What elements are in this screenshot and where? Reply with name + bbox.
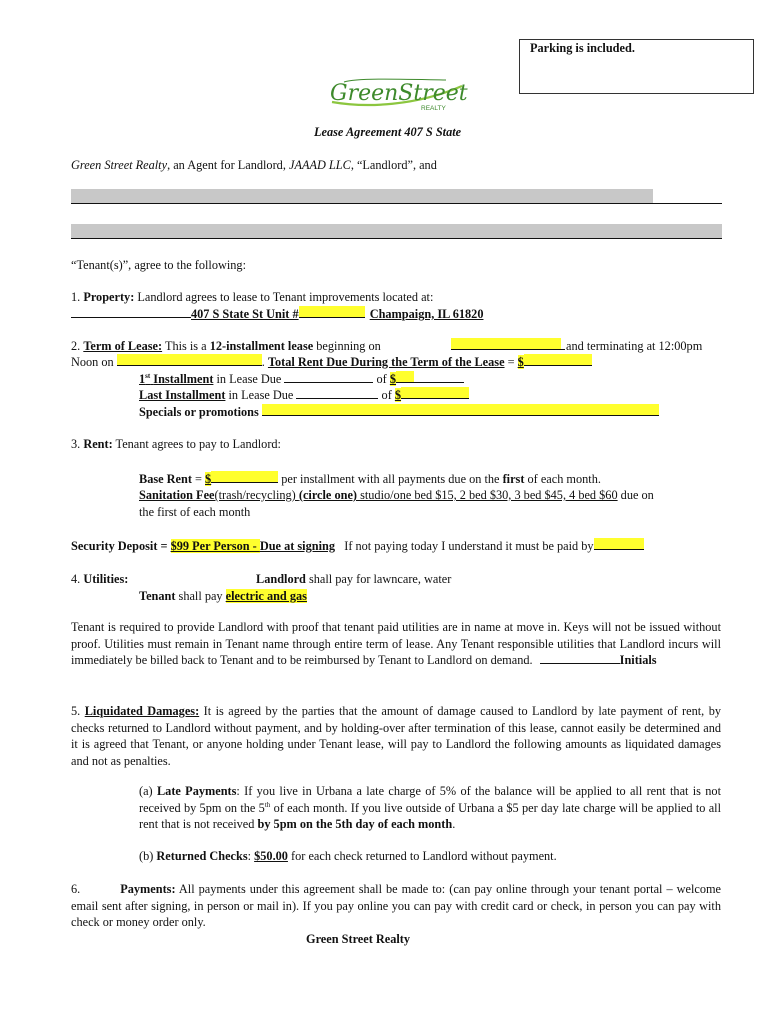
late-payments-item: (a) Late Payments: If you live in Urbana a late charge of 5% of the balance will be applied to all rent that is not received by 5pm on the 5th of each month. If you live outside of Urbana a $5 per day late charge will be applied to all rent that is not received by 5pm on the 5th day of each month.: [139, 784, 721, 832]
total-rent-label: Total Rent Due During the Term of the Lease: [267, 355, 505, 369]
security-deposit-due: Due at signing: [259, 539, 335, 553]
security-deposit-label: Security Deposit =: [71, 539, 171, 553]
base-rent-label: Base Rent: [139, 472, 192, 486]
circle-one-label: (circle one): [298, 488, 357, 502]
intro-line: [71, 157, 437, 174]
property-city: Champaign, IL 61820: [369, 307, 484, 321]
deposit-paid-by-field[interactable]: [594, 538, 644, 550]
tenant-names-field-2[interactable]: [71, 224, 722, 238]
returned-checks-amount: $50.00: [254, 849, 288, 863]
tenant-utilities-line: Tenant shall pay electric and gas: [139, 589, 307, 603]
term-end-text: and terminating at 12:00pm: [566, 339, 703, 353]
last-installment-amount-field[interactable]: [401, 387, 469, 399]
property-address-line: [71, 306, 483, 323]
landlord-utilities-line: [256, 571, 451, 588]
base-rent-field[interactable]: [211, 471, 278, 483]
tenants-agree-line: “Tenant(s)”, agree to the following:: [71, 258, 246, 272]
security-deposit-tail: If not paying today I understand it must be paid by: [344, 539, 594, 553]
total-rent-dollar: $: [517, 355, 524, 369]
tenant-utilities-label: Tenant: [139, 589, 176, 603]
section-6-heading: Payments:: [120, 882, 176, 896]
lease-start-date-field[interactable]: [451, 338, 561, 350]
parking-note-box: [519, 39, 754, 94]
specials-label: Specials or promotions: [139, 405, 262, 419]
section-6-payments: [71, 881, 721, 931]
lease-end-date-field[interactable]: [117, 354, 262, 366]
section-2-heading: Term of Lease:: [83, 339, 163, 353]
section-1-text: Landlord agrees to lease to Tenant improvements located at:: [137, 290, 434, 304]
section-2-term: [71, 338, 381, 355]
late-payments-heading: Late Payments: [156, 784, 237, 798]
tenant-utilities-value: electric and gas: [225, 589, 307, 603]
payee-name: Green Street Realty: [306, 932, 411, 946]
section-2-number: 2.: [71, 339, 81, 353]
first-installment-label: Installment: [153, 372, 214, 386]
first-installment-number: 1: [139, 372, 146, 386]
section-5-text: It is agreed by the parties that the amount of damage caused to Landlord by late payment of rent, by checks returned to Landlord without payment, and by holding-over after termination of this lease, cannot easily be determined and it is agreed that Tenant, or anyone holding under Tenant lease, will pay to Landlord the following amounts as liquidated damages and not as penalties.: [71, 704, 722, 768]
initials-label: Initials: [619, 653, 657, 668]
utilities-paragraph: [71, 619, 721, 669]
returned-checks-label: (b): [139, 849, 154, 863]
intro-mid: , an Agent for Landlord,: [167, 158, 289, 172]
total-rent-field[interactable]: [524, 354, 592, 366]
last-installment-line: Last Installment in Lease Due of $: [139, 387, 469, 404]
specials-field[interactable]: [262, 404, 659, 416]
section-1-heading: Property:: [83, 290, 135, 304]
tenant-names-field-1[interactable]: [71, 189, 722, 203]
property-address: 407 S State St Unit #: [191, 307, 299, 321]
section-1-number: 1.: [71, 290, 81, 304]
section-4-number: 4.: [71, 572, 81, 586]
first-installment-due-field[interactable]: [284, 371, 373, 383]
noon-on-label: Noon on: [71, 355, 117, 369]
parking-note: Parking is included.: [530, 41, 635, 55]
base-rent-dollar: $: [205, 472, 212, 486]
section-6-number: 6.: [71, 882, 81, 896]
section-3-number: 3.: [71, 437, 81, 451]
section-5-number: 5.: [71, 704, 81, 718]
security-deposit-line: [71, 538, 644, 555]
base-rent-line: Base Rent = $ per installment with all payments due on the first of each month.: [139, 472, 601, 486]
security-deposit-amount: $99 Per Person -: [170, 539, 260, 553]
section-5-liquidated-damages: [71, 703, 721, 769]
first-installment-amount-field[interactable]: [396, 371, 414, 383]
section-4-utilities: [71, 571, 128, 588]
sanitation-fee-line: Sanitation Fee(trash/recycling) (circle one) studio/one bed $15, 2 bed $30, 3 bed $45, 4 bed $60 due on: [139, 488, 654, 502]
late-payments-label: (a): [139, 784, 153, 798]
initials-field[interactable]: [540, 652, 620, 664]
landlord-utilities-text: shall pay for lawncare, water: [305, 572, 452, 586]
section-2-text-b: beginning on: [313, 339, 381, 353]
first-word: first: [502, 472, 525, 486]
returned-checks-item: (b) Returned Checks: $50.00 for each check returned to Landlord without payment.: [139, 849, 557, 863]
first-installment-dollar: $: [389, 372, 397, 386]
green-street-logo: [326, 76, 471, 116]
section-2-text-a: This is a: [164, 339, 210, 353]
document-title: Lease Agreement 407 S State: [314, 125, 462, 139]
sanitation-fee-label: Sanitation Fee: [139, 488, 215, 502]
first-installment-sup: st: [145, 372, 151, 380]
utilities-paragraph-text: Tenant is required to provide Landlord with proof that tenant paid utilities are in name at move in. Keys will not be issued without proof. Utilities must remain in Tenant name through entire term of lease. Any Tenant responsible utilities that Landlord incurs will immediately be billed back to Tenant and to be reimbursed by Tenant to Landlord on demand.: [71, 620, 721, 668]
agent-name: Green Street Realty: [71, 158, 168, 172]
logo-swoosh-icon: [326, 76, 471, 116]
logo-sub-text: REALTY: [421, 105, 446, 112]
section-6-text: All payments under this agreement shall be made to: (can pay online through your tenant portal – welcome email sent after signing, in person or mail in). If you pay online you can pay with credit card or check, in person you can pay with check or money order only.: [71, 882, 721, 930]
noon-on-line: Noon on . Total Rent Due During the Term of the Lease = $: [71, 354, 592, 371]
returned-checks-heading: Returned Checks: [156, 849, 248, 863]
section-5-heading: Liquidated Damages:: [84, 704, 200, 718]
specials-line: [139, 404, 659, 421]
intro-tail: , “Landlord”, and: [350, 158, 437, 172]
landlord-utilities-label: Landlord: [256, 572, 306, 586]
last-installment-label: Last Installment: [139, 388, 226, 402]
section-3-heading: Rent:: [83, 437, 113, 451]
section-3-text: Tenant agrees to pay to Landlord:: [115, 437, 281, 451]
first-installment-line: 1st Installment in Lease Due of $: [139, 371, 464, 388]
logo-brand-text: GreenStreet: [330, 81, 468, 106]
sanitation-fee-line-2: the first of each month: [139, 505, 251, 519]
installment-count: 12-installment lease: [209, 339, 314, 353]
section-3-rent: [71, 436, 281, 453]
landlord-name: JAAAD LLC: [288, 158, 351, 172]
late-payments-deadline: by 5pm on the 5th day of each month: [257, 817, 453, 832]
section-1-property: [71, 289, 433, 306]
unit-number-field[interactable]: [299, 306, 365, 318]
section-4-heading: Utilities:: [83, 572, 129, 586]
last-installment-dollar: $: [394, 388, 402, 402]
last-installment-due-field[interactable]: [296, 387, 378, 399]
sanitation-fee-options[interactable]: studio/one bed $15, 2 bed $30, 3 bed $45, 4 bed $60: [357, 488, 618, 502]
